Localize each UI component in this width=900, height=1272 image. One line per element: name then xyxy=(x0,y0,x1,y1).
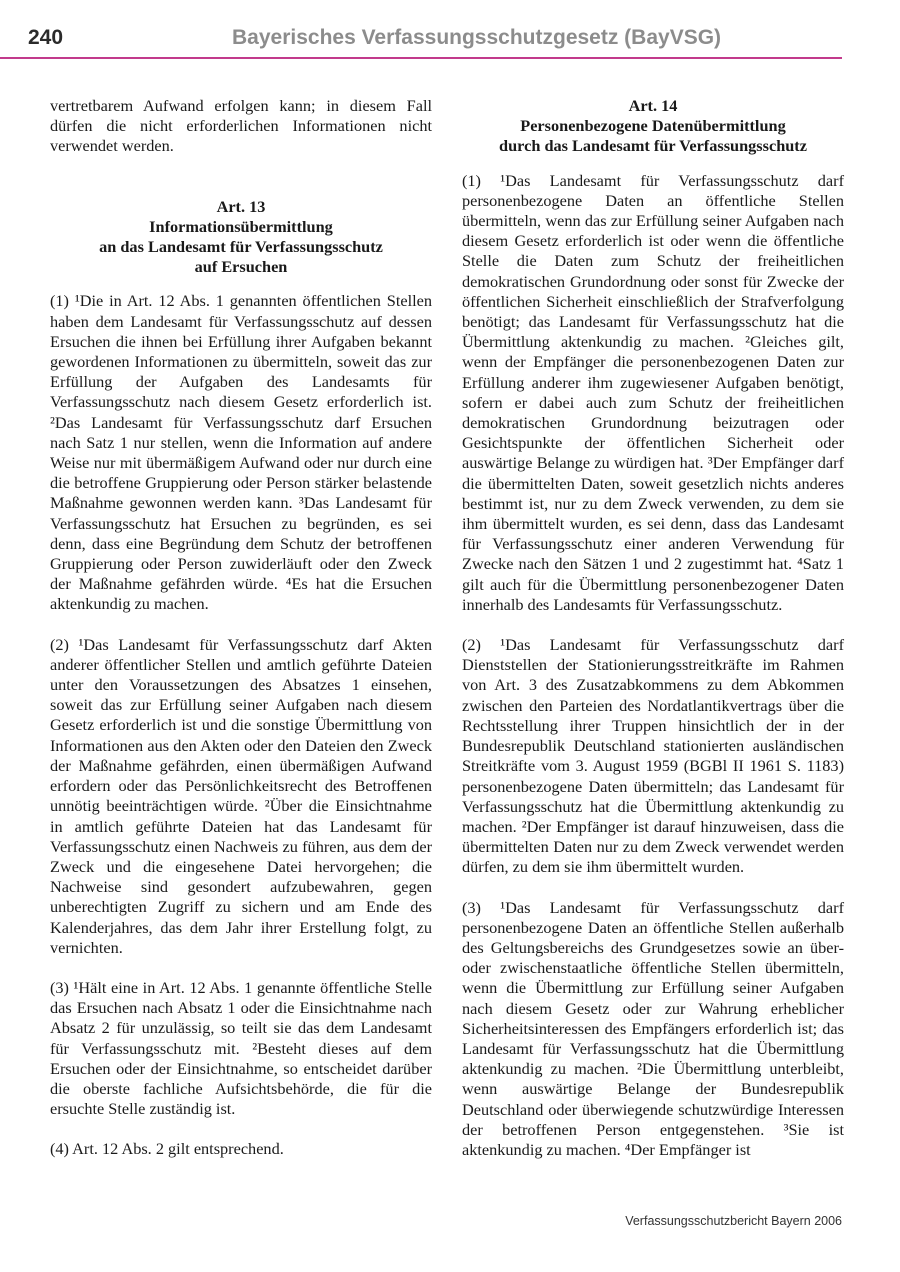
page-header xyxy=(0,0,842,59)
paragraph: (4) Art. 12 Abs. 2 gilt entsprechend. xyxy=(50,1139,284,1159)
paragraph: (2) ¹Das Landesamt für Verfassungsschutz darf Dienststellen der Stationierungsstreitkräfte im Rahmen von Art. 3 des Zusatzabkommens zu dem Abkommen zwischen den Parteien des Nordatlantikvertrags über die Rechtsstellung ihrer Truppen hinsichtlich der in der Bundesrepublik Deutschland stationierten ausländischen Streitkräfte vom 3. August 1959 (BGBl II 1961 S. 1183) personenbezogene Daten übermitteln; das Landesamt für Verfassungsschutz hat die Übermittlung aktenkundig zu machen. ²Der Empfänger ist darauf hinzuweisen, dass die übermittelten Daten nur zu dem Zweck verwendet werden dürfen, zu dem sie ihm übermittelt wurden. xyxy=(462,635,844,877)
article-title-line: durch das Landesamt für Verfassungsschutz xyxy=(499,136,807,156)
article-title-line: Informationsübermittlung xyxy=(149,216,333,236)
paragraph: (1) ¹Die in Art. 12 Abs. 1 genannten öffentlichen Stellen haben dem Landesamt für Verfassungsschutz auf dessen Ersuchen die ihnen bei Erfüllung ihrer Aufgaben bekannt gewordenen Informationen zu übermitteln, soweit das zur Erfüllung der Aufgaben des Landesamts für Verfassungsschutz nach diesem Gesetz erforderlich ist. ²Das Landesamt für Verfassungsschutz darf Ersuchen nach Satz 1 nur stellen, wenn die Information auf andere Weise nur mit übermäßigem Aufwand oder nur durch eine die betroffene Gruppierung oder Person stärker belastende Maßnahme gewonnen werden kann. ³Das Landesamt für Verfassungsschutz hat Ersuchen zu begründen, es sei denn, dass eine Begründung dem Schutz der betroffenen Gruppierung oder Person zuwiderläuft oder den Zweck der Maßnahme gefährden würde. ⁴Es hat die Ersuchen aktenkundig zu machen. xyxy=(50,291,432,614)
article-14-heading xyxy=(462,96,844,157)
paragraph: (1) ¹Das Landesamt für Verfassungsschutz darf personenbezogene Daten an öffentliche Stellen übermitteln, wenn das zur Erfüllung seiner Aufgaben nach diesem Gesetz erforderlich ist oder wenn die öffentliche Stelle die Daten zum Schutz der freiheitlichen demokratischen Grundordnung oder sonst für Zwecke der öffentlichen Sicherheit einschließlich der Strafverfolgung benötigt; das Landesamt für Verfassungsschutz hat die Übermittlung aktenkundig zu machen. ²Gleiches gilt, wenn der Empfänger die personenbezogenen Daten zur Erfüllung anderer ihm zugewiesener Aufgaben benötigt, sofern er dabei auch zum Schutz der freiheitlichen demokratischen Grundordnung beizutragen oder Gesichtspunkte der öffentlichen Sicherheit oder auswärtige Belange zu würdigen hat. ³Der Empfänger darf die übermittelten Daten, soweit gesetzlich nichts anderes bestimmt ist, nur zu dem Zweck verwenden, zu dem sie ihm übermittelt wurden, es sei denn, dass das Landesamt für Verfassungsschutz einer anderen Verwendung für Zwecke nach den Sätzen 1 und 2 zugestimmt hat. ⁴Satz 1 gilt auch für die Übermittlung personenbezogener Daten innerhalb des Landesamts für Verfassungsschutz. xyxy=(462,170,844,614)
article-number: Art. 13 xyxy=(216,196,266,216)
article-13-heading xyxy=(50,197,432,278)
left-column xyxy=(50,96,432,1160)
article-title-line: Personenbezogene Datenübermittlung xyxy=(520,116,786,136)
article-title-line: auf Ersuchen xyxy=(194,257,288,277)
paragraph: (3) ¹Das Landesamt für Verfassungsschutz darf personenbezogene Daten an öffentliche Stellen außerhalb des Geltungsbereichs des Grundgesetzes sowie an über- oder zwischenstaatliche öffentliche Stellen übermitteln, wenn die Übermittlung zur Erfüllung seiner Aufgaben nach diesem Gesetz oder zur Wahrung erheblicher Sicherheitsinteressen des Empfängers erforderlich ist; das Landesamt für Verfassungsschutz hat die Übermittlung aktenkundig zu machen. ²Die Übermittlung unterbleibt, wenn auswärtige Belange der Bundesrepublik Deutschland oder überwiegende schutzwürdige Interessen der betroffenen Person entgegenstehen. ³Sie ist aktenkundig zu machen. ⁴Der Empfänger ist xyxy=(462,897,844,1159)
right-column xyxy=(462,96,844,1160)
continuation-paragraph: vertretbarem Aufwand erfolgen kann; in diesem Fall dürfen die nicht erforderlichen Informationen nicht verwendet werden. xyxy=(50,96,432,156)
page-footer: Verfassungsschutzbericht Bayern 2006 xyxy=(625,1214,842,1228)
paragraph: (2) ¹Das Landesamt für Verfassungsschutz darf Akten anderer öffentlicher Stellen und amtlich geführte Dateien unter den Voraussetzungen des Absatzes 1 einsehen, soweit das zur Erfüllung seiner Aufgaben nach diesem Gesetz erforderlich ist und die sonstige Übermittlung von Informationen aus den Akten oder den Dateien den Zweck der Maßnahme gefährden, einen übermäßigen Aufwand erfordern oder das Persönlichkeitsrecht des Betroffenen unnötig beeinträchtigen würde. ²Über die Einsichtnahme in amtlich geführte Dateien hat das Landesamt für Verfassungsschutz einen Nachweis zu führen, aus dem der Zweck und die eingesehene Datei hervorgehen; die Nachweise sind gesondert aufzubewahren, gegen unberechtigten Zugriff zu sichern und am Ende des Kalenderjahres, das dem Jahr ihrer Erstellung folgt, zu vernichten. xyxy=(50,634,432,957)
article-number: Art. 14 xyxy=(628,96,678,115)
paragraph: (3) ¹Hält eine in Art. 12 Abs. 1 genannte öffentliche Stelle das Ersuchen nach Absatz 1 oder die Einsichtnahme nach Absatz 2 für unzulässig, so teilt sie das dem Landesamt für Verfassungsschutz mit. ²Besteht dieses auf dem Ersuchen oder der Einsichtnahme, so entscheidet darüber die oberste fachliche Aufsichtsbehörde, die für die ersuchte Stelle zuständig ist. xyxy=(50,977,432,1119)
article-title-line: an das Landesamt für Verfassungsschutz xyxy=(99,237,383,257)
running-title: Bayerisches Verfassungsschutzgesetz (BayVSG) xyxy=(232,26,722,49)
page-number: 240 xyxy=(28,26,64,49)
